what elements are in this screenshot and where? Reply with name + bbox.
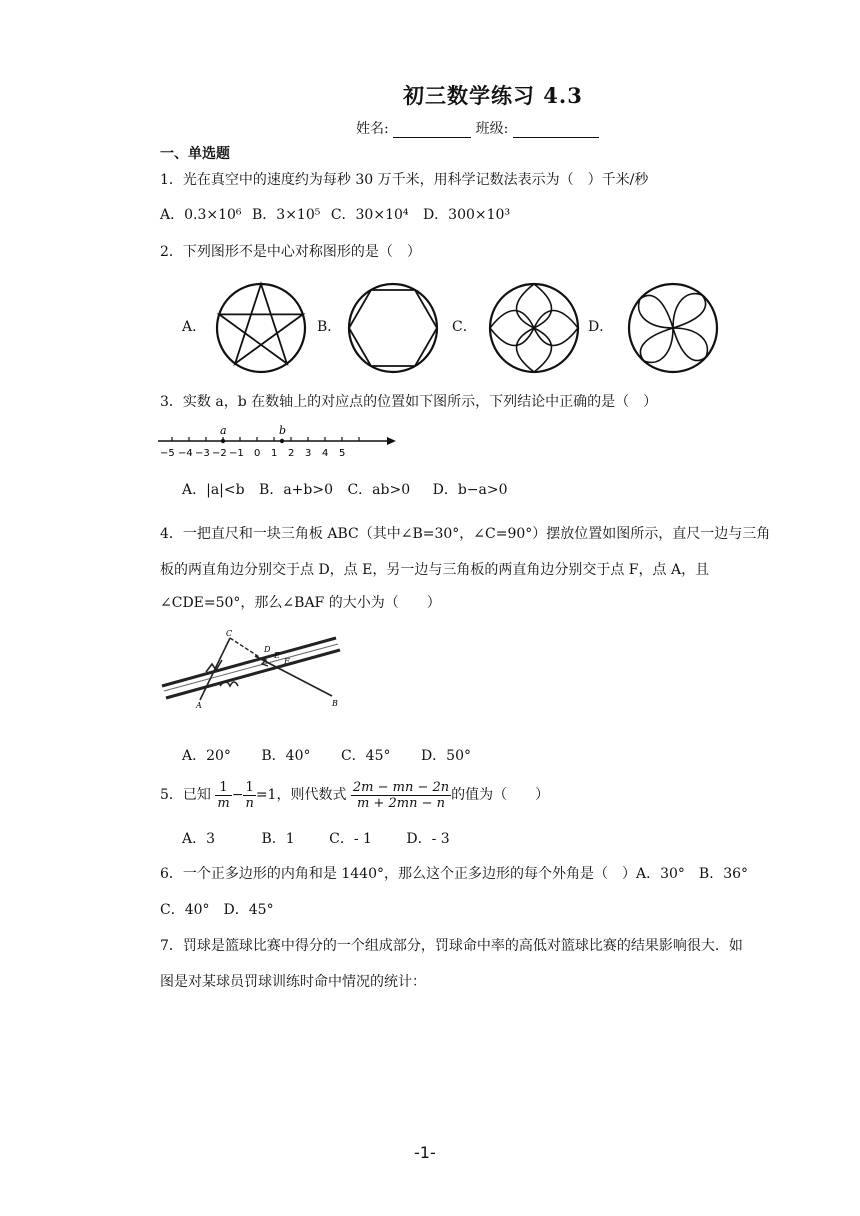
axis-tick-label: −1 <box>229 448 244 459</box>
axis-tick-label: 5 <box>339 448 346 459</box>
q2-figure-c-petals <box>487 281 581 375</box>
question-3-text: 3．实数 a，b 在数轴上的对应点的位置如下图所示，下列结论中正确的是（ ） <box>160 394 658 410</box>
q4-option-c[interactable]: C．45° <box>340 748 391 764</box>
q5-frac1-numerator: 1 <box>215 780 231 796</box>
ruler-triangle-sketch <box>160 628 350 716</box>
class-blank[interactable] <box>513 123 599 138</box>
question-5-options <box>182 830 450 848</box>
q5-fraction-1-over-n <box>243 780 255 811</box>
number-line <box>158 421 398 467</box>
sketch-label-e: E <box>274 651 280 660</box>
axis-tick-label: 1 <box>271 448 278 459</box>
q4-option-b[interactable]: B．40° <box>261 748 311 764</box>
question-2-text: 2．下列图形不是中心对称图形的是（ ） <box>160 244 421 260</box>
question-3-options <box>182 481 508 499</box>
question-7-line-2: 图是对某球员罚球训练时命中情况的统计： <box>160 974 426 990</box>
q5-option-b[interactable]: B．1 <box>261 831 295 847</box>
question-6-line-2: C．40° D．45° <box>160 902 274 918</box>
q1-option-b[interactable]: B．3×10⁵ <box>252 207 321 223</box>
point-a-label: a <box>220 424 227 437</box>
q2-figure-b-hexagon <box>346 281 440 375</box>
sketch-label-d: D <box>264 645 271 654</box>
q1-option-d[interactable]: D．300×10³ <box>422 207 511 223</box>
point-b-label: b <box>279 424 287 437</box>
name-label: 姓名: <box>356 121 389 137</box>
question-4-options <box>182 747 471 765</box>
q5-option-a[interactable]: A．3 <box>182 831 216 847</box>
class-label: 班级: <box>475 121 509 137</box>
q3-option-b[interactable]: B．a+b>0 <box>259 482 334 498</box>
q1-option-a[interactable]: A．0.3×10⁶ <box>160 207 242 223</box>
question-6-line-1: 6．一个正多边形的内角和是 1440°，那么这个正多边形的每个外角是（ ）A．30° B．36° <box>160 866 749 882</box>
q5-option-c[interactable]: C．- 1 <box>329 831 372 847</box>
page-title: 初三数学练习 4.3 <box>403 83 583 108</box>
q3-option-a[interactable]: A．|a|<b <box>182 482 245 498</box>
q2-label-c[interactable]: C． <box>452 319 477 335</box>
question-5-text: 5．已知 $\frac{1}{m}$ − $\frac{1}{n}$ =1，则代数式 $\frac{2m - mn - 2n}{m + 2mn - n}$ 的值为（ ） <box>160 779 550 811</box>
question-4-line-2: 板的两直角边分别交于点 D，点 E，另一边与三角板的两直角边分别交于点 F，点 A，且 <box>160 562 710 578</box>
axis-tick-label: −5 <box>160 448 175 459</box>
q5-option-d[interactable]: D．- 3 <box>406 831 450 847</box>
q4-option-a[interactable]: A．20° <box>182 748 231 764</box>
q5-fraction-1-over-m <box>215 780 231 811</box>
q5-frac1-denominator: m <box>217 795 230 811</box>
name-row <box>356 120 599 138</box>
question-1-options <box>160 206 510 224</box>
axis-tick-label: −4 <box>178 448 193 459</box>
question-4-line-1: 4．一把直尺和一块三角板 ABC（其中∠B=30°，∠C=90°）摆放位置如图所示，直尺一边与三角 <box>160 526 771 542</box>
q5-expr-numerator: 2m − mn − 2n <box>352 779 450 795</box>
q2-label-b[interactable]: B． <box>317 319 342 335</box>
q5-prefix: 5．已知 <box>160 787 211 803</box>
axis-tick-label: 0 <box>254 448 261 459</box>
q5-equation-rhs: =1，则代数式 <box>255 787 347 803</box>
question-4-line-3: ∠CDE=50°，那么∠BAF 的大小为（ ） <box>160 595 441 611</box>
q5-frac2-denominator: n <box>245 795 254 811</box>
q3-option-d[interactable]: D．b−a>0 <box>432 482 508 498</box>
q2-figure-d-clover <box>626 281 720 375</box>
axis-tick-label: 3 <box>305 448 312 459</box>
q2-label-a[interactable]: A． <box>182 319 207 335</box>
q4-option-d[interactable]: D．50° <box>420 748 471 764</box>
page-number: -1- <box>414 1143 436 1162</box>
axis-tick-label: −2 <box>212 448 227 459</box>
q2-figure-a-star <box>214 281 308 375</box>
q2-label-d[interactable]: D． <box>588 319 614 335</box>
sketch-label-a: A <box>196 701 202 710</box>
q1-option-c[interactable]: C．30×10⁴ <box>330 207 409 223</box>
q5-suffix: 的值为（ ） <box>451 787 550 803</box>
q5-expression-fraction <box>351 780 451 811</box>
axis-tick-label: 2 <box>288 448 295 459</box>
question-7-line-1: 7．罚球是篮球比赛中得分的一个组成部分，罚球命中率的高低对篮球比赛的结果影响很大．如 <box>160 938 743 954</box>
axis-tick-label: 4 <box>322 448 329 459</box>
section-heading: 一、单选题 <box>160 146 230 162</box>
name-blank[interactable] <box>393 123 471 138</box>
q3-option-c[interactable]: C．ab>0 <box>347 482 411 498</box>
axis-tick-label: −3 <box>195 448 210 459</box>
question-1-text: 1．光在真空中的速度约为每秒 30 万千米，用科学记数法表示为（ ）千米/秒 <box>160 172 649 188</box>
q5-frac2-numerator: 1 <box>243 780 255 796</box>
sketch-label-f: F <box>284 657 290 666</box>
sketch-label-c: C <box>226 629 233 638</box>
q5-expr-denominator: m + 2mn − n <box>357 795 446 811</box>
sketch-label-b: B <box>332 699 338 708</box>
